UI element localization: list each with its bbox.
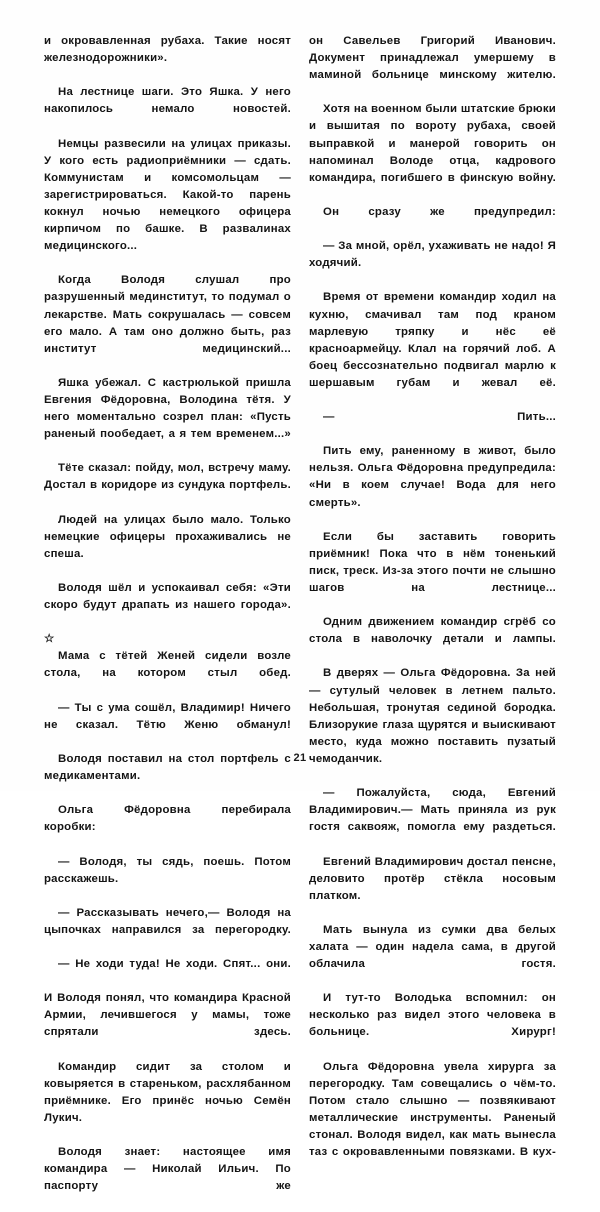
body-paragraph: Хотя на военном были штатские брюки и вышитая по вороту рубаха, своей выправкой и манерой говорить он напоминал Володе отца, кадрового командира, погибшего в финскую войну.: [309, 103, 556, 184]
body-paragraph: Володя шёл и успокаивал себя: «Эти скоро будут драпать из нашего города».: [44, 582, 291, 612]
right-text-column: [309, 33, 556, 1159]
body-paragraph: — За мной, орёл, ухаживать не надо! Я ходячий.: [309, 240, 556, 270]
body-paragraph: Мать вынула из сумки два белых халата — один надела сама, в другой облачила гостя.: [309, 923, 556, 971]
left-text-column: [44, 33, 291, 1193]
body-paragraph: — Рассказывать нечего,— Володя на цыпочках направился за перегородку.: [44, 906, 291, 936]
body-paragraph: и окровавленная рубаха. Такие носят железнодорожники».: [44, 35, 291, 65]
body-paragraph: — Ты с ума сошёл, Владимир! Ничего не сказал. Тётю Женю обманул!: [44, 701, 291, 731]
body-paragraph: Когда Володя слушал про разрушенный мединститут, то подумал о лекарстве. Мать сокрушалась — совсем его мало. А там оно должно быть, раз институт медицинский...: [44, 274, 291, 355]
body-paragraph: Мама с тётей Женей сидели возле стола, на котором стыл обед.: [44, 650, 291, 680]
body-paragraph: Немцы развесили на улицах приказы. У кого есть радиоприёмники — сдать. Коммунистам и комсомольцам — зарегистрироваться. Какой-то парень кокнул ночью немецкого офицера кирпичом по башке. В развалинах медицинского...: [44, 137, 291, 253]
body-paragraph: Людей на улицах было мало. Только немецкие офицеры прохаживались не спеша.: [44, 513, 291, 560]
page-number: 21: [293, 752, 307, 764]
body-paragraph: Ольга Фёдоровна перебирала коробки:: [44, 804, 291, 834]
body-paragraph: — Пить...: [323, 411, 556, 424]
body-paragraph: Ольга Фёдоровна увела хирурга за перегородку. Там совещались о чём-то. Потом стало слышно — позвякивают металлические инструменты. Раненый стонал. Володя видел, как мать вынесла таз с окровавленными повязками. В кух-: [309, 1060, 556, 1159]
body-paragraph: он Савельев Григорий Иванович. Документ принадлежал умершему в маминой больнице минскому жителю.: [309, 35, 556, 82]
body-paragraph: Одним движением командир сгрёб со стола в наволочку детали и лампы.: [309, 616, 556, 646]
body-paragraph: В дверях — Ольга Фёдоровна. За ней — сутулый человек в летнем пальто. Небольшая, тронутая сединой бородка. Близорукие глаза щурятся и выискивают место, куда можно поставить пузатый чемоданчик.: [309, 667, 556, 765]
body-paragraph: И Володя понял, что командира Красной Армии, лечившегося у мамы, тоже спрятали здесь.: [44, 992, 291, 1039]
body-paragraph: Евгений Владимирович достал пенсне, деловито протёр стёкла носовым платком.: [309, 855, 556, 902]
body-paragraph: Володя знает: настоящее имя командира — Николай Ильич. По паспорту же: [44, 1146, 291, 1193]
body-paragraph: — Не ходи туда! Не ходи. Спят... они.: [58, 958, 291, 971]
body-paragraph: И тут-то Володька вспомнил: он несколько раз видел этого человека в больнице. Хирург!: [309, 992, 556, 1039]
body-paragraph: Если бы заставить говорить приёмник! Пока что в нём тоненький писк, треск. Из-за этого почти не слышно шагов на лестнице...: [309, 530, 556, 594]
body-paragraph: — Пожалуйста, сюда, Евгений Владимирович.— Мать приняла из рук гостя саквояж, помогла ему раздеться.: [309, 787, 556, 834]
body-paragraph: Время от времени командир ходил на кухню, смачивал там под краном марлевую тряпку и нёс её красноармейцу. Клал на горячий лоб. А боец бессознательно подвигал марлю к шершавым губам и жевал её.: [309, 291, 556, 389]
body-paragraph: Пить ему, раненному в живот, было нельзя. Ольга Фёдоровна предупредила: «Ни в коем случае! Вода для него смерть».: [309, 445, 556, 509]
body-paragraph: Командир сидит за столом и ковыряется в стареньком, расхлябанном приёмнике. Его принёс ночью Семён Лукич.: [44, 1060, 291, 1124]
body-paragraph: На лестнице шаги. Это Яшка. У него накопилось немало новостей.: [44, 86, 291, 116]
body-paragraph: Яшка убежал. С кастрюлькой пришла Евгения Фёдоровна, Володина тётя. У него моментально созрел план: «Пусть раненый пообедает, а я тем временем...»: [44, 376, 291, 441]
body-paragraph: — Володя, ты сядь, поешь. Потом расскажешь.: [44, 855, 291, 885]
body-paragraph: Он сразу же предупредил:: [323, 205, 556, 218]
body-paragraph: Тёте сказал: пойду, мол, встречу маму. Достал в коридоре из сундука портфель.: [44, 462, 291, 492]
body-paragraph: Володя поставил на стол портфель с медикаментами.: [44, 752, 291, 783]
section-separator-star: ☆: [44, 633, 55, 646]
